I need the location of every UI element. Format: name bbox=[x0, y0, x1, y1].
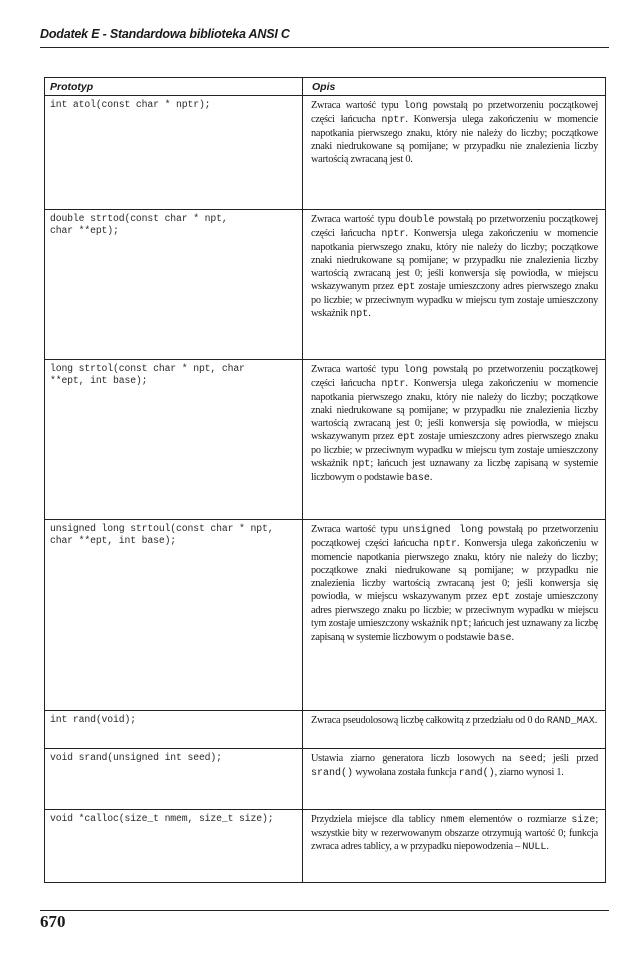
description-text: zostaje umieszczony adres pierwszego znaku po liczbie; w przeciwnym wypadku w miejscu tym zostaje umieszczony wskaźnik bbox=[311, 431, 598, 469]
code-identifier: nptr bbox=[381, 115, 406, 126]
code-identifier: base bbox=[487, 633, 512, 644]
description-text: . Konwersja ulega zakończeniu w momencie napotkania pierwszego znaku, który nie należy do liczby; początkowe znaki niedrukowane są pomijane; w przypadku nie znalezienia liczby wartością zwracaną jest 0; jeśli konwersja się powiodła, w miejscu wskazywanym przez bbox=[311, 378, 598, 442]
description-text: zostaje umieszczony adres pierwszego znaku po liczbie; w przeciwnym wypadku w miejscu tym zostaje umieszczony wskaźnik bbox=[311, 281, 598, 319]
table-row bbox=[45, 96, 606, 210]
description-text: ; jeśli przed bbox=[542, 753, 598, 764]
prototype-cell: void srand(unsigned int seed); bbox=[45, 749, 303, 810]
description-text: . bbox=[368, 308, 371, 319]
code-identifier: double bbox=[398, 215, 435, 226]
description-text: ; wszystkie bity w rezerwowanym obszarze otrzymują wartość 0; funkcja zwraca adres tablicy, a w przypadku niepowodzenia – bbox=[311, 814, 598, 852]
description-cell bbox=[303, 360, 606, 520]
table-row bbox=[45, 360, 606, 520]
description-text: ; łańcuch jest uznawany za liczbę zapisaną w systemie liczbowym o podstawie bbox=[311, 618, 598, 643]
description-text: powstałą po przetworzeniu początkowej części łańcucha bbox=[311, 214, 599, 239]
description-cell bbox=[303, 520, 606, 711]
description-text: Przydziela miejsce dla tablicy bbox=[311, 814, 441, 825]
column-header-prototype: Prototyp bbox=[45, 78, 303, 96]
prototype-cell: int rand(void); bbox=[45, 711, 303, 749]
table-row bbox=[45, 810, 606, 883]
prototype-cell: long strtol(const char * npt, char **ept, int base); bbox=[45, 360, 303, 520]
description-text: powstałą po przetworzeniu początkowej części łańcucha bbox=[311, 524, 598, 549]
table-row bbox=[45, 210, 606, 360]
description-cell bbox=[303, 810, 606, 883]
code-identifier: long bbox=[403, 365, 428, 376]
description-text: zostaje umieszczony adres pierwszego znaku po liczbie; w przeciwnym wypadku w miejscu tym zostaje umieszczony wskaźnik bbox=[311, 591, 598, 629]
code-identifier: ept bbox=[397, 282, 416, 293]
code-identifier: nmem bbox=[440, 815, 465, 826]
description-text: Zwraca pseudolosową liczbę całkowitą z przedziału od 0 do bbox=[311, 715, 547, 726]
prototype-cell: void *calloc(size_t nmem, size_t size); bbox=[45, 810, 303, 883]
code-identifier: seed bbox=[518, 754, 543, 765]
description-text: Ustawia ziarno generatora liczb losowych na bbox=[311, 753, 519, 764]
footer-rule bbox=[40, 910, 609, 911]
page-number: 670 bbox=[40, 912, 66, 931]
description-text: wywołana została funkcja bbox=[353, 767, 459, 778]
description-text: Zwraca wartość typu bbox=[311, 214, 399, 225]
description-text: powstałą po przetworzeniu początkowej części łańcucha bbox=[311, 364, 599, 389]
code-identifier: size bbox=[571, 815, 596, 826]
code-identifier: nptr bbox=[381, 229, 406, 240]
description-text: Zwraca wartość typu bbox=[311, 364, 404, 375]
prototype-cell: double strtod(const char * npt, char **ept); bbox=[45, 210, 303, 360]
code-identifier: ept bbox=[491, 592, 510, 603]
description-cell bbox=[303, 749, 606, 810]
description-text: . bbox=[546, 841, 549, 852]
code-identifier: ept bbox=[397, 432, 416, 443]
description-text: . bbox=[429, 472, 433, 483]
code-identifier: npt bbox=[350, 309, 369, 320]
table-header-row bbox=[45, 78, 606, 96]
code-identifier: nptr bbox=[433, 539, 458, 550]
prototype-cell: int atol(const char * nptr); bbox=[45, 96, 303, 210]
column-header-description: Opis bbox=[303, 78, 606, 96]
description-text: powstałą po przetworzeniu początkowej części łańcucha bbox=[311, 100, 599, 125]
code-identifier: long bbox=[403, 101, 428, 112]
code-identifier: srand() bbox=[311, 768, 354, 779]
code-identifier: rand() bbox=[458, 768, 495, 779]
description-cell bbox=[303, 96, 606, 210]
description-text: . bbox=[594, 715, 598, 726]
header-rule bbox=[40, 47, 609, 48]
table-row bbox=[45, 711, 606, 749]
function-table bbox=[44, 77, 606, 883]
description-text: . bbox=[511, 632, 514, 643]
description-cell bbox=[303, 210, 606, 360]
code-identifier: base bbox=[405, 473, 430, 484]
code-identifier: RAND_MAX bbox=[546, 716, 595, 727]
code-identifier: unsigned long bbox=[402, 525, 484, 536]
description-text: Zwraca wartość typu bbox=[311, 524, 403, 535]
code-identifier: NULL bbox=[522, 842, 547, 853]
prototype-cell: unsigned long strtoul(const char * npt, char **ept, int base); bbox=[45, 520, 303, 711]
description-text: ; łańcuch jest uznawany za liczbę zapisaną w systemie liczbowym o podstawie bbox=[311, 458, 598, 483]
description-text: . Konwersja ulega zakończeniu w momencie napotkania pierwszego znaku, który nie należy do liczby; początkowe znaki niedrukowane są pomijane; w przypadku nie znalezienia liczby wartością zwracaną jest 0; jeśli konwersja się powiodła, w miejscu wskazywanym przez bbox=[311, 538, 598, 602]
running-header: Dodatek E - Standardowa biblioteka ANSI C bbox=[40, 27, 290, 41]
code-identifier: npt bbox=[450, 619, 469, 630]
function-table-wrap bbox=[44, 77, 605, 883]
code-identifier: nptr bbox=[381, 379, 406, 390]
table-row bbox=[45, 749, 606, 810]
description-text: . Konwersja ulega zakończeniu w momencie napotkania pierwszego znaku, który nie należy do liczby; początkowe znaki niedrukowane są pomijane; w przypadku nie znalezienia liczby wartością zwracaną jest 0. bbox=[311, 114, 598, 165]
description-text: . Konwersja ulega zakończeniu w momencie napotkania pierwszego znaku, który nie należy do liczby; początkowe znaki niedrukowane są pomijane; w przypadku nie znalezienia liczby wartością zwracaną jest 0; jeśli konwersja się powiodła, w miejscu wskazywanym przez bbox=[311, 228, 598, 292]
description-text: elementów o rozmiarze bbox=[464, 814, 572, 825]
table-row bbox=[45, 520, 606, 711]
description-text: , ziarno wynosi 1. bbox=[494, 767, 564, 778]
code-identifier: npt bbox=[352, 459, 371, 470]
description-text: Zwraca wartość typu bbox=[311, 100, 404, 111]
description-cell bbox=[303, 711, 606, 749]
